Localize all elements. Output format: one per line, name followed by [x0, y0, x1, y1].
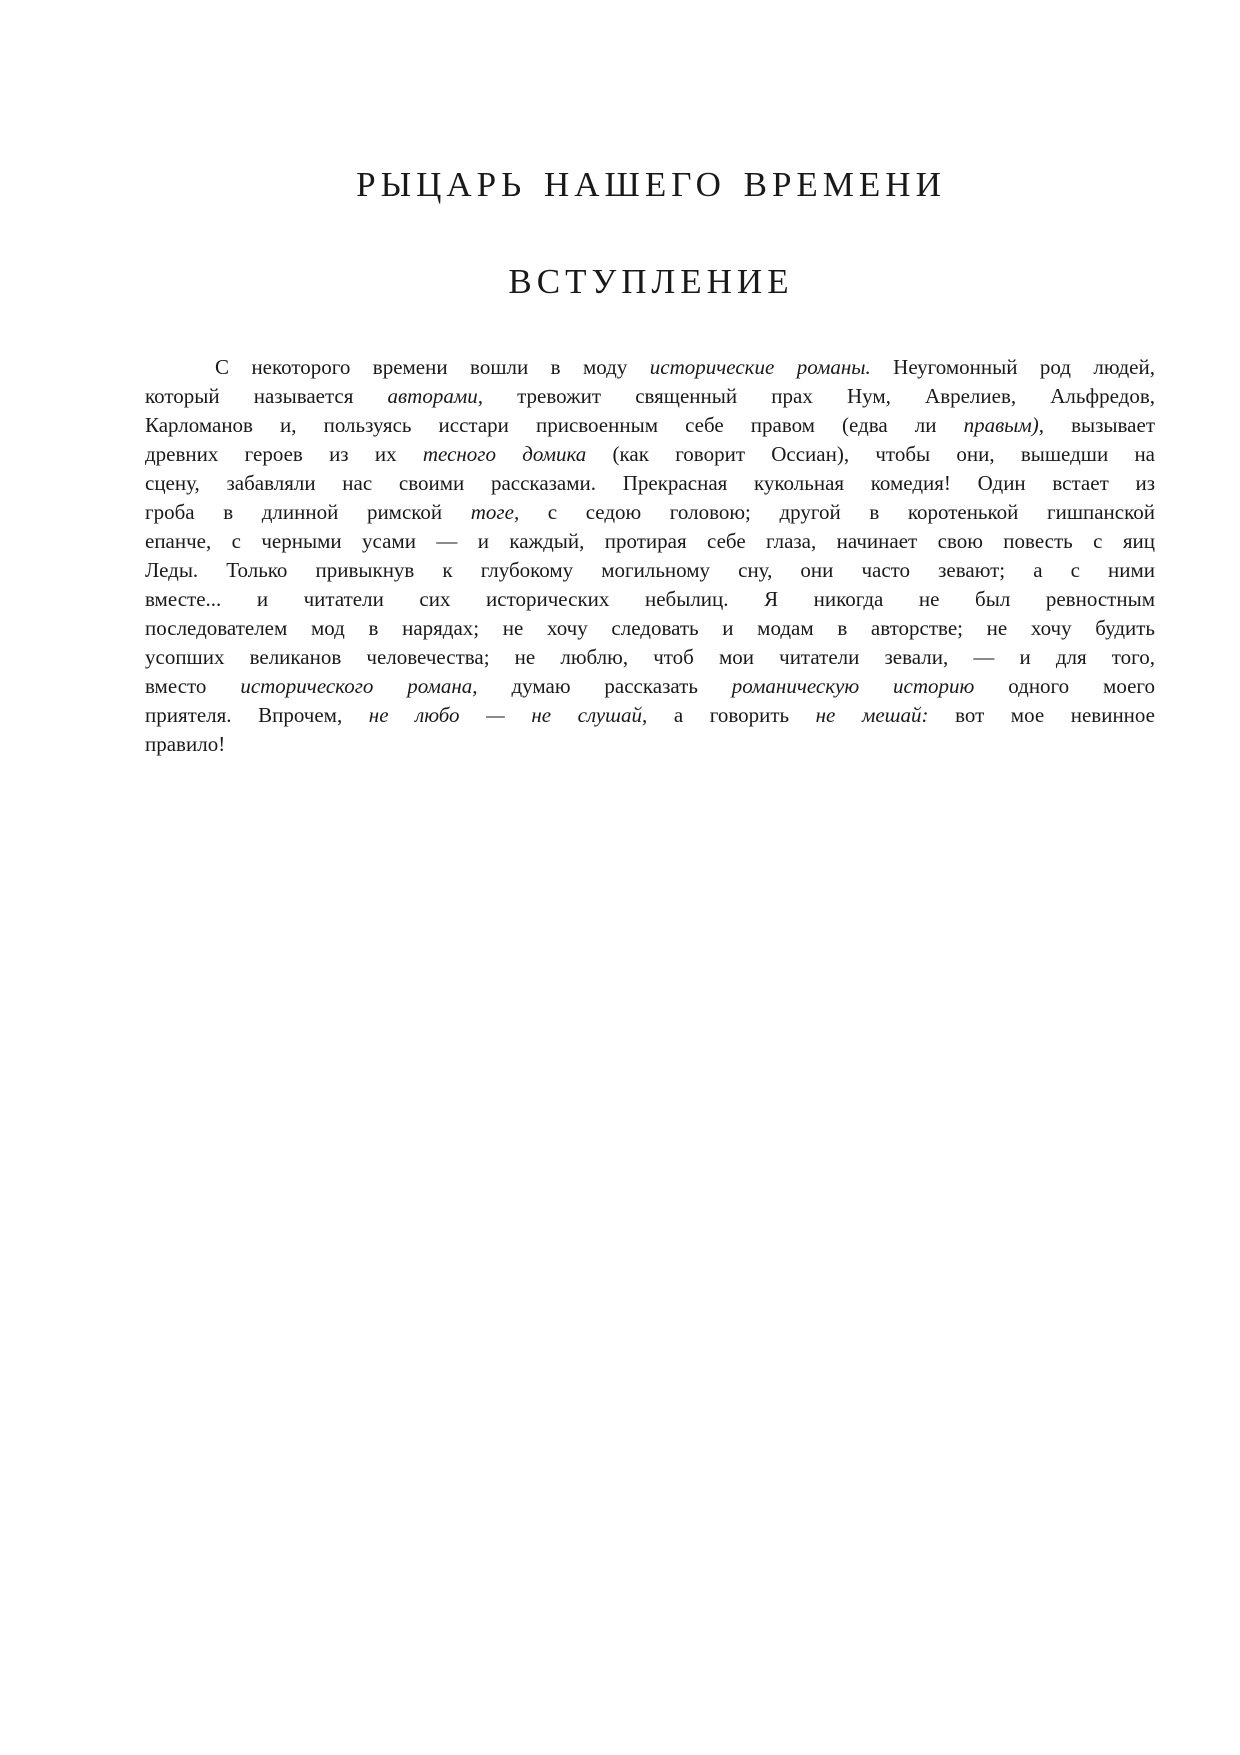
paragraph-line [145, 672, 1155, 701]
text-segment: последователем мод в нарядах; не хочу следовать и модам в авторстве; не хочу будить [145, 616, 1155, 640]
text-segment-italic: исторические романы. [649, 355, 871, 379]
paragraph-line [145, 498, 1155, 527]
paragraph-line [145, 440, 1155, 469]
text-segment: вот мое невинное [928, 703, 1155, 727]
text-segment: а говорить [647, 703, 816, 727]
text-segment: Неугомонный род людей, [870, 355, 1155, 379]
text-segment: правило! [145, 732, 226, 756]
text-segment: Карломанов и, пользуясь исстари присвоенным себе правом (едва ли [145, 413, 964, 437]
paragraph-line [145, 730, 1155, 759]
paragraph-line [145, 643, 1155, 672]
text-segment: приятеля. Впрочем, [145, 703, 369, 727]
text-segment-italic: не мешай: [815, 703, 929, 727]
text-segment-italic: романическую историю [731, 674, 975, 698]
text-segment: с седою головою; другой в коротенькой гишпанской [519, 500, 1155, 524]
paragraph-line [145, 556, 1155, 585]
text-segment: Леды. Только привыкнув к глубокому могильному сну, они часто зевают; а с ними [145, 558, 1155, 582]
section-heading: ВСТУПЛЕНИЕ [508, 262, 794, 301]
paragraph-line [145, 527, 1155, 556]
text-segment: епанче, с черными усами — и каждый, протирая себе глаза, начинает свою повесть с яиц [145, 529, 1155, 553]
text-segment-italic: исторического романа, [240, 674, 478, 698]
text-segment: гроба в длинной римской [145, 500, 471, 524]
paragraph-line [145, 469, 1155, 498]
text-segment: древних героев из их [145, 442, 423, 466]
text-segment-italic: тоге, [470, 500, 520, 524]
text-segment-italic: тесного домика [422, 442, 587, 466]
text-segment: усопших великанов человечества; не люблю, чтоб мои читатели зевали, — и для того, [145, 645, 1155, 669]
text-segment-italic: не любо — не слушай, [368, 703, 648, 727]
text-segment: сцену, забавляли нас своими рассказами. Прекрасная кукольная комедия! Один встает из [145, 471, 1155, 495]
text-segment: вызывает [1044, 413, 1155, 437]
text-segment-italic: правым), [963, 413, 1045, 437]
paragraph-line [145, 353, 1155, 382]
paragraph-line [145, 411, 1155, 440]
text-segment-italic: авторами, [387, 384, 483, 408]
text-segment: вместе... и читатели сих исторических небылиц. Я никогда не был ревностным [145, 587, 1155, 611]
paragraph-line [145, 585, 1155, 614]
text-segment: тревожит священный прах Нум, Аврелиев, Альфредов, [482, 384, 1155, 408]
text-segment: вместо [145, 674, 241, 698]
text-segment: С некоторого времени вошли в моду [215, 355, 650, 379]
text-segment: который называется [145, 384, 388, 408]
text-segment: одного моего [974, 674, 1155, 698]
paragraph-line [145, 614, 1155, 643]
paragraph-line [145, 382, 1155, 411]
text-segment: думаю рассказать [477, 674, 732, 698]
text-segment: (как говорит Оссиан), чтобы они, вышедши на [586, 442, 1155, 466]
paragraph [145, 353, 1155, 759]
paragraph-line [145, 701, 1155, 730]
page-title: РЫЦАРЬ НАШЕГО ВРЕМЕНИ [356, 165, 946, 204]
